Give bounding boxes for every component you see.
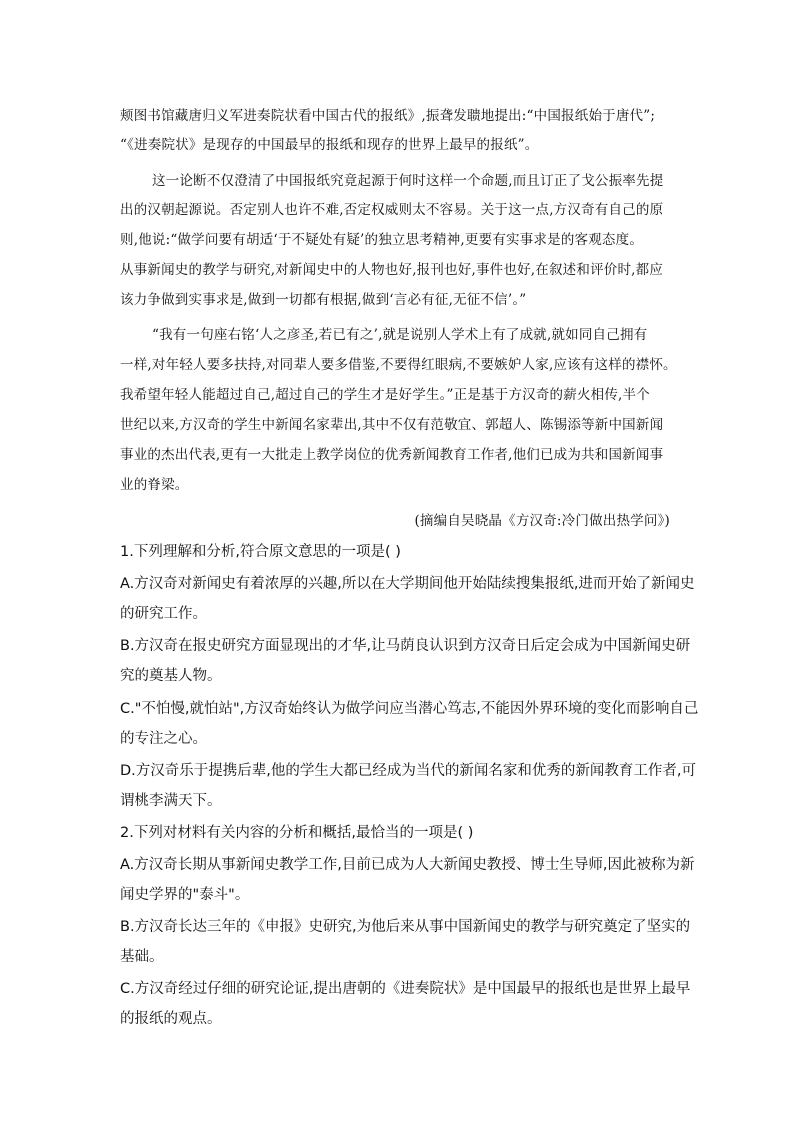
passage-line: 事业的杰出代表,更有一大批走上教学岗位的优秀新闻教育工作者,他们已成为共和国新闻事 [120, 447, 664, 463]
question-2-option-c-cont: 的报纸的观点。 [120, 1011, 222, 1027]
question-1-stem: 1.下列理解和分析,符合原文意思的一项是( ) [120, 544, 401, 560]
passage-line: 该力争做到实事求是,做到一切都有根据,做到‘言必有征,无征不信’。” [120, 292, 527, 308]
question-1-option-d-cont: 谓桃李满天下。 [120, 793, 222, 809]
passage-line: 我希望年轻人能超过自己,超过自己的学生才是好学生。”正是基于方汉奇的薪火相传,半个 [120, 387, 650, 403]
question-1-option-d: D.方汉奇乐于提携后辈,他的学生大都已经成为当代的新闻名家和优秀的新闻教育工作者,可 [120, 763, 696, 779]
passage-line: 则,他说:“做学问要有胡适‘于不疑处有疑’的独立思考精神,更要有实事求是的客观态度。 [120, 232, 644, 248]
question-2-option-c: C.方汉奇经过仔细的研究论证,提出唐朝的《进奏院状》是中国最早的报纸也是世界上最早 [120, 981, 691, 997]
passage-line: 从事新闻史的教学与研究,对新闻史中的人物也好,报刊也好,事件也好,在叙述和评价时,都应 [120, 262, 664, 278]
question-2-option-a-cont: 闻史学界的"泰斗"。 [120, 887, 250, 903]
passage-line: 业的脊梁。 [120, 477, 189, 493]
question-1-option-a-cont: 的研究工作。 [120, 606, 207, 622]
passage-line: 颊图书馆藏唐归义军进奏院状看中国古代的报纸》,振聋发聩地提出:“中国报纸始于唐代”; [120, 108, 656, 124]
question-1-option-c: C."不怕慢,就怕站",方汉奇始终认为做学问应当潜心笃志,不能因外界环境的变化而影响自己 [120, 701, 699, 717]
passage-line: “《进奏院状》是现存的中国最早的报纸和现存的世界上最早的报纸”。 [120, 137, 539, 153]
question-2-option-b-cont: 基础。 [120, 949, 164, 965]
passage-line: 一样,对年轻人要多扶持,对同辈人要多借鉴,不要得红眼病,不要嫉妒人家,应该有这样的襟怀。 [120, 357, 677, 373]
question-1-option-c-cont: 的专注之心。 [120, 731, 207, 747]
question-2-option-a: A.方汉奇长期从事新闻史教学工作,目前已成为人大新闻史教授、博士生导师,因此被称为新 [120, 857, 695, 873]
source-citation: (摘编自吴晓晶《方汉奇:冷门做出热学问》) [414, 513, 670, 529]
question-1-option-b: B.方汉奇在报史研究方面显现出的才华,让马荫良认识到方汉奇日后定会成为中国新闻史研 [120, 638, 691, 654]
question-2-option-b: B.方汉奇长达三年的《申报》史研究,为他后来从事中国新闻史的教学与研究奠定了坚实的 [120, 919, 691, 935]
question-1-option-b-cont: 究的奠基人物。 [120, 668, 222, 684]
passage-line: 这一论断不仅澄清了中国报纸究竟起源于何时这样一个命题,而且订正了戈公振率先提 [152, 173, 664, 189]
question-1-option-a: A.方汉奇对新闻史有着浓厚的兴趣,所以在大学期间他开始陆续搜集报纸,进而开始了新闻史 [120, 576, 695, 592]
passage-line: 世纪以来,方汉奇的学生中新闻名家辈出,其中不仅有范敬宜、郭超人、陈锡添等新中国新闻 [120, 417, 664, 433]
passage-line: “我有一句座右铭‘人之彦圣,若已有之’,就是说别人学术上有了成就,就如同自己拥有 [152, 327, 648, 343]
passage-line: 出的汉朝起源说。否定别人也许不难,否定权威则太不容易。关于这一点,方汉奇有自己的原 [120, 202, 664, 218]
question-2-stem: 2.下列对材料有关内容的分析和概括,最恰当的一项是( ) [120, 825, 474, 841]
